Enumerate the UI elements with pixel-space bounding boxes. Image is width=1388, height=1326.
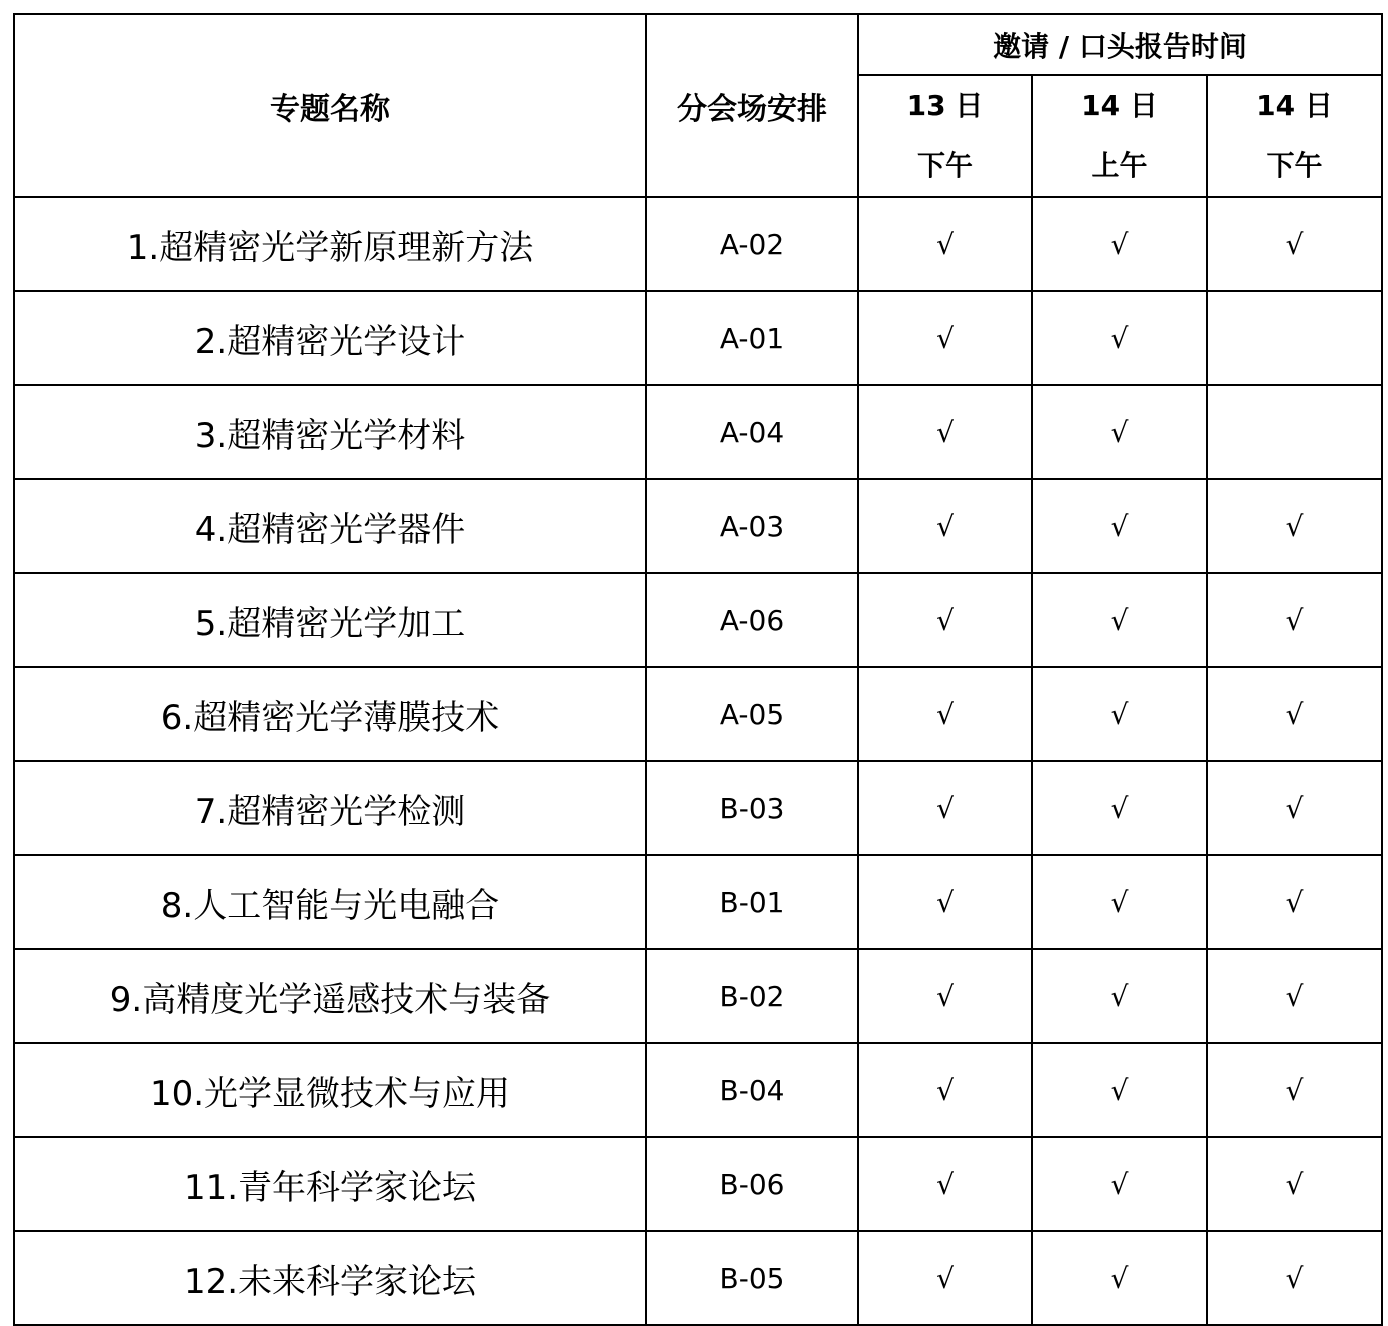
check-mark-cell: √ <box>1207 1137 1382 1231</box>
venue-cell: A-06 <box>646 573 858 667</box>
table-row <box>14 479 1382 573</box>
topic-cell: 4.超精密光学器件 <box>14 479 646 573</box>
check-mark-cell: √ <box>1207 1043 1382 1137</box>
topic-cell: 2.超精密光学设计 <box>14 291 646 385</box>
venue-cell: B-06 <box>646 1137 858 1231</box>
check-mark-cell: √ <box>1032 667 1207 761</box>
topic-cell: 12.未来科学家论坛 <box>14 1231 646 1325</box>
venue-cell: B-01 <box>646 855 858 949</box>
venue-cell: A-03 <box>646 479 858 573</box>
check-mark-cell: √ <box>1207 761 1382 855</box>
venue-cell: A-02 <box>646 197 858 291</box>
check-mark-cell: √ <box>1032 1231 1207 1325</box>
check-mark-cell: √ <box>1032 291 1207 385</box>
topic-cell: 8.人工智能与光电融合 <box>14 855 646 949</box>
venue-cell: B-04 <box>646 1043 858 1137</box>
check-mark-cell: √ <box>858 667 1032 761</box>
topic-cell: 7.超精密光学检测 <box>14 761 646 855</box>
check-mark-cell <box>1207 385 1382 479</box>
header-day-3-period: 下午 <box>1266 149 1323 182</box>
table-row <box>14 949 1382 1043</box>
check-mark-cell: √ <box>858 573 1032 667</box>
check-mark-cell: √ <box>858 855 1032 949</box>
table-row <box>14 291 1382 385</box>
check-mark-cell: √ <box>858 1043 1032 1137</box>
header-day-1-period: 下午 <box>916 149 973 182</box>
check-mark-cell: √ <box>858 479 1032 573</box>
topic-cell: 10.光学显微技术与应用 <box>14 1043 646 1137</box>
check-mark-cell: √ <box>1207 949 1382 1043</box>
check-mark-cell: √ <box>858 1137 1032 1231</box>
header-day-3-date: 14 日 <box>1256 89 1333 122</box>
check-mark-cell: √ <box>858 949 1032 1043</box>
topic-cell: 11.青年科学家论坛 <box>14 1137 646 1231</box>
check-mark-cell: √ <box>858 197 1032 291</box>
header-topic: 专题名称 <box>14 14 646 197</box>
header-row-1 <box>14 14 1382 75</box>
table-body <box>14 197 1382 1325</box>
topic-cell: 6.超精密光学薄膜技术 <box>14 667 646 761</box>
header-time-group: 邀请 / 口头报告时间 <box>858 14 1382 75</box>
check-mark-cell: √ <box>1207 479 1382 573</box>
check-mark-cell: √ <box>1032 573 1207 667</box>
check-mark-cell: √ <box>858 1231 1032 1325</box>
table-row <box>14 1043 1382 1137</box>
header-day-1-date: 13 日 <box>906 89 984 122</box>
check-mark-cell: √ <box>1207 573 1382 667</box>
check-mark-cell: √ <box>1032 1137 1207 1231</box>
check-mark-cell: √ <box>858 761 1032 855</box>
header-day-2-date: 14 日 <box>1081 89 1158 122</box>
check-mark-cell: √ <box>1032 197 1207 291</box>
check-mark-cell: √ <box>1032 855 1207 949</box>
venue-cell: B-02 <box>646 949 858 1043</box>
check-mark-cell <box>1207 291 1382 385</box>
schedule-table <box>13 13 1383 1326</box>
topic-cell: 1.超精密光学新原理新方法 <box>14 197 646 291</box>
venue-cell: A-04 <box>646 385 858 479</box>
check-mark-cell: √ <box>1032 385 1207 479</box>
table-row <box>14 1231 1382 1325</box>
check-mark-cell: √ <box>1032 949 1207 1043</box>
check-mark-cell: √ <box>858 291 1032 385</box>
table-row <box>14 1137 1382 1231</box>
venue-cell: A-01 <box>646 291 858 385</box>
header-venue: 分会场安排 <box>646 14 858 197</box>
check-mark-cell: √ <box>1032 479 1207 573</box>
table-row <box>14 573 1382 667</box>
venue-cell: A-05 <box>646 667 858 761</box>
venue-cell: B-03 <box>646 761 858 855</box>
check-mark-cell: √ <box>858 385 1032 479</box>
check-mark-cell: √ <box>1207 667 1382 761</box>
topic-cell: 9.高精度光学遥感技术与装备 <box>14 949 646 1043</box>
table-row <box>14 197 1382 291</box>
topic-cell: 5.超精密光学加工 <box>14 573 646 667</box>
check-mark-cell: √ <box>1207 855 1382 949</box>
topic-cell: 3.超精密光学材料 <box>14 385 646 479</box>
check-mark-cell: √ <box>1207 197 1382 291</box>
check-mark-cell: √ <box>1032 1043 1207 1137</box>
table-row <box>14 761 1382 855</box>
check-mark-cell: √ <box>1032 761 1207 855</box>
table-row <box>14 855 1382 949</box>
header-day-1 <box>858 75 1032 197</box>
header-day-3 <box>1207 75 1382 197</box>
header-day-2-period: 上午 <box>1091 149 1148 182</box>
check-mark-cell: √ <box>1207 1231 1382 1325</box>
header-day-2 <box>1032 75 1207 197</box>
table-row <box>14 385 1382 479</box>
venue-cell: B-05 <box>646 1231 858 1325</box>
table-row <box>14 667 1382 761</box>
